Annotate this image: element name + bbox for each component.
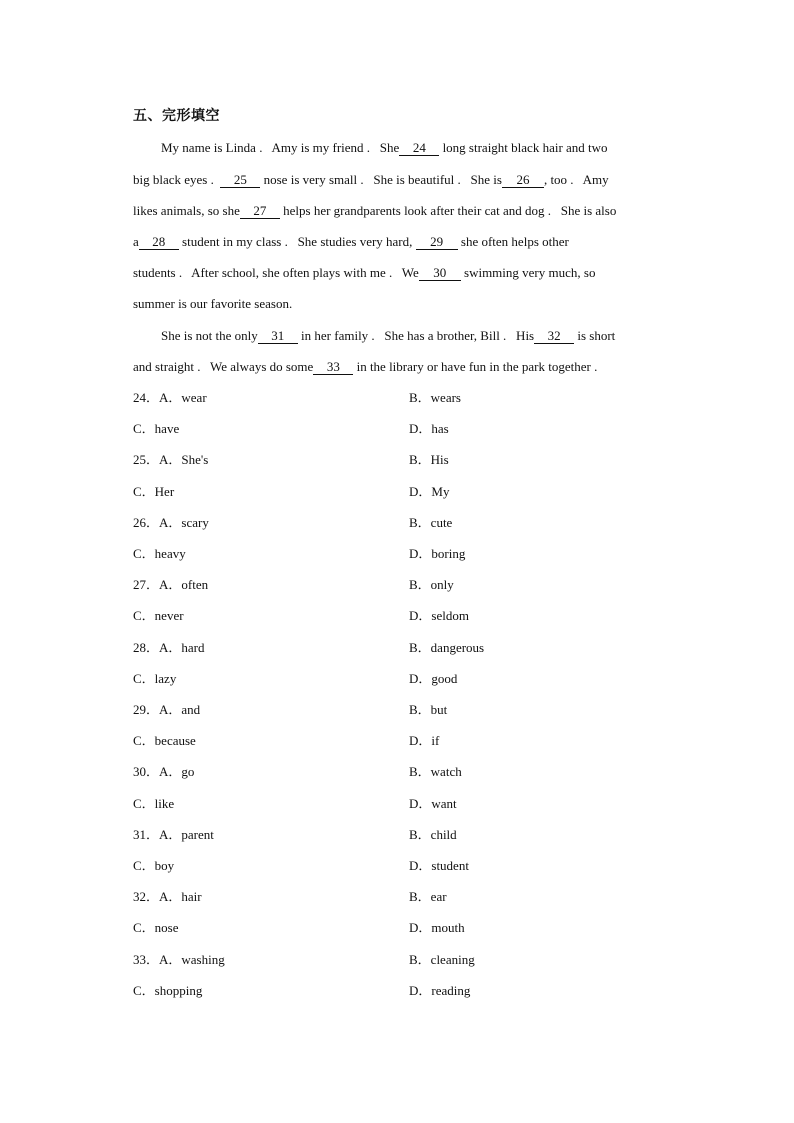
option-c[interactable]: C．like xyxy=(133,796,175,811)
blank-29: 29 xyxy=(416,235,458,250)
passage-line: likes animals, so she 27 helps her grandparents look after their cat and dog . She is also xyxy=(133,203,617,218)
option-d[interactable]: D．good xyxy=(409,671,458,686)
option-c[interactable]: C．lazy xyxy=(133,671,177,686)
option-a[interactable]: 25．A．She's xyxy=(133,452,209,467)
option-b[interactable]: B．cleaning xyxy=(409,952,475,967)
option-d[interactable]: D．My xyxy=(409,484,450,499)
option-b[interactable]: B．but xyxy=(409,702,448,717)
option-b[interactable]: B．His xyxy=(409,452,449,467)
passage-line: summer is our favorite season. xyxy=(133,296,293,311)
option-c[interactable]: C．boy xyxy=(133,858,175,873)
option-c[interactable]: C．nose xyxy=(133,920,179,935)
option-a[interactable]: 26．A．scary xyxy=(133,515,209,530)
option-d[interactable]: D．reading xyxy=(409,983,471,998)
option-a[interactable]: 27．A．often xyxy=(133,577,209,592)
option-a[interactable]: 31．A．parent xyxy=(133,827,214,842)
passage-line: and straight . We always do some 33 in the library or have fun in the park together . xyxy=(133,359,598,374)
option-c[interactable]: C．heavy xyxy=(133,546,186,561)
option-a[interactable]: 28．A．hard xyxy=(133,640,205,655)
blank-31: 31 xyxy=(258,329,298,344)
option-b[interactable]: B．cute xyxy=(409,515,453,530)
option-a[interactable]: 29．A．and xyxy=(133,702,201,717)
blank-30: 30 xyxy=(419,266,461,281)
blank-25: 25 xyxy=(220,173,260,188)
option-c[interactable]: C．shopping xyxy=(133,983,203,998)
option-c[interactable]: C．because xyxy=(133,733,196,748)
option-a[interactable]: 24．A．wear xyxy=(133,390,207,405)
passage-line: students . After school, she often plays with me . We 30 swimming very much, so xyxy=(133,265,596,280)
option-d[interactable]: D．want xyxy=(409,796,457,811)
option-c[interactable]: C．have xyxy=(133,421,180,436)
option-c[interactable]: C．never xyxy=(133,608,184,623)
passage-line: She is not the only 31 in her family . She has a brother, Bill . His 32 is short xyxy=(161,328,616,343)
option-a[interactable]: 32．A．hair xyxy=(133,889,202,904)
option-d[interactable]: D．student xyxy=(409,858,469,873)
option-b[interactable]: B．child xyxy=(409,827,457,842)
option-b[interactable]: B．ear xyxy=(409,889,447,904)
option-b[interactable]: B．watch xyxy=(409,764,462,779)
option-b[interactable]: B．only xyxy=(409,577,454,592)
blank-32: 32 xyxy=(534,329,574,344)
option-b[interactable]: B．dangerous xyxy=(409,640,485,655)
blank-27: 27 xyxy=(240,204,280,219)
option-c[interactable]: C．Her xyxy=(133,484,175,499)
option-d[interactable]: D．boring xyxy=(409,546,466,561)
option-a[interactable]: 33．A．washing xyxy=(133,952,225,967)
option-b[interactable]: B．wears xyxy=(409,390,461,405)
passage-line: My name is Linda . Amy is my friend . She 24 long straight black hair and two xyxy=(161,140,608,155)
option-d[interactable]: D．mouth xyxy=(409,920,465,935)
passage-line: big black eyes . 25 nose is very small . She is beautiful . She is 26 , too . Amy xyxy=(133,172,609,187)
option-d[interactable]: D．if xyxy=(409,733,440,748)
option-d[interactable]: D．seldom xyxy=(409,608,469,623)
option-d[interactable]: D．has xyxy=(409,421,449,436)
option-a[interactable]: 30．A．go xyxy=(133,764,195,779)
section-title: 五、完形填空 xyxy=(133,108,220,124)
blank-28: 28 xyxy=(139,235,179,250)
blank-33: 33 xyxy=(313,360,353,375)
passage-line: a 28 student in my class . She studies very hard, 29 she often helps other xyxy=(133,234,569,249)
blank-24: 24 xyxy=(399,141,439,156)
blank-26: 26 xyxy=(502,173,544,188)
